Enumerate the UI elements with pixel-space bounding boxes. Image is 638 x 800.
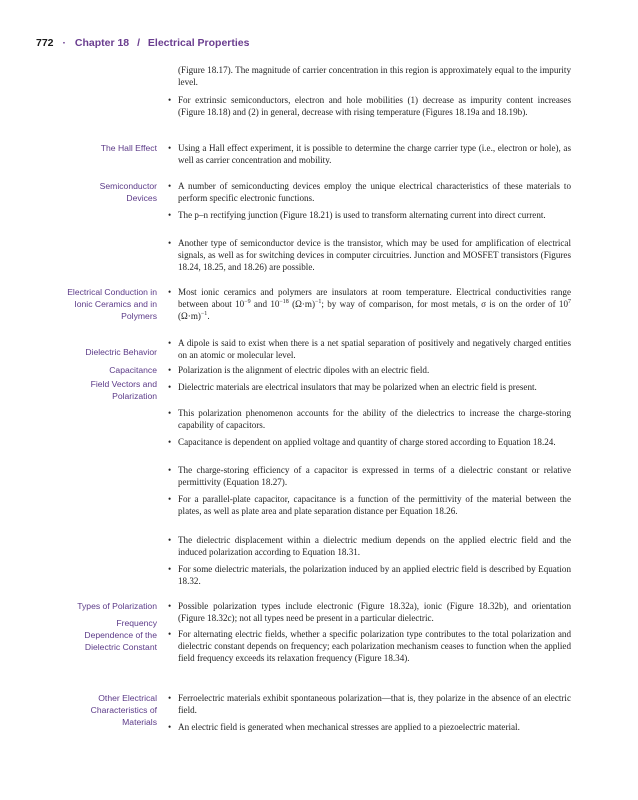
bullet: • <box>168 722 172 732</box>
margin-heading-other-characteristics: Other Electrical Characteristics of Materials <box>90 693 157 728</box>
chapter-title: Electrical Properties <box>147 37 250 49</box>
body-paragraph: Using a Hall effect experiment, it is possible to determine the charge carrier type (i.e., electron or hole), as well as carrier concentration and mobility. <box>178 143 571 166</box>
bullet: • <box>168 95 172 105</box>
bullet: • <box>168 494 172 504</box>
chapter-label: Chapter 18 <box>74 37 130 49</box>
bullet: • <box>168 143 172 153</box>
body-paragraph: A dipole is said to exist when there is a net spatial separation of positively and negatively charged entities on an atomic or molecular level. <box>178 338 571 361</box>
bullet: • <box>168 693 172 703</box>
margin-heading-field-vectors: Field Vectors and Polarization <box>90 379 157 402</box>
bullet: • <box>168 365 172 375</box>
margin-heading-capacitance: Capacitance <box>109 365 157 375</box>
header-dot: · <box>62 37 66 49</box>
bullet: • <box>168 535 172 545</box>
body-paragraph-conductivity: Most ionic ceramics and polymers are insulators at room temperature. Electrical conductivities range between about $10^{-9}$ and $10^{-18}$ $(\Omega\cdot m)^{-1}$; by way of comparison, for most metals, σ is on the order of $10^7$ $(\Omega\cdot m)^{-1}$. <box>178 287 571 322</box>
bullet: • <box>168 601 172 611</box>
body-paragraph: The charge-storing efficiency of a capacitor is expressed in terms of a dielectric constant or relative permittivity (Equation 18.27). <box>178 465 571 488</box>
body-paragraph: Ferroelectric materials exhibit spontaneous polarization—that is, they polarize in the absence of an electric field. <box>178 693 571 716</box>
bullet: • <box>168 181 172 191</box>
margin-heading-dielectric-behavior: Dielectric Behavior <box>85 347 157 357</box>
bullet: • <box>168 210 172 220</box>
running-header <box>36 37 249 49</box>
bullet: • <box>168 287 172 297</box>
body-paragraph: Capacitance is dependent on applied voltage and quantity of charge stored according to Equation 18.24. <box>178 437 556 447</box>
body-paragraph: For alternating electric fields, whether a specific polarization type contributes to the total polarization and dielectric constant depends on frequency; each polarization mechanism ceases to function when the applied field frequency exceeds its relaxation frequency (Figure 18.34). <box>178 629 571 664</box>
bullet: • <box>168 338 172 348</box>
body-paragraph: The dielectric displacement within a dielectric medium depends on the applied electric field and the induced polarization according to Equation 18.31. <box>178 535 571 558</box>
bullet: • <box>168 408 172 418</box>
body-paragraph: This polarization phenomenon accounts for the ability of the dielectrics to increase the charge-storing capability of capacitors. <box>178 408 571 431</box>
bullet: • <box>168 437 172 447</box>
body-paragraph: A number of semiconducting devices employ the unique electrical characteristics of these materials to perform specific electronic functions. <box>178 181 571 204</box>
bullet: • <box>168 629 172 639</box>
body-paragraph: Dielectric materials are electrical insulators that may be polarized when an electric field is present. <box>178 382 537 392</box>
body-paragraph: Possible polarization types include electronic (Figure 18.32a), ionic (Figure 18.32b), and orientation (Figure 18.32c); not all types need be present in a particular dielectric. <box>178 601 571 624</box>
margin-heading-frequency-dependence: Frequency Dependence of the Dielectric Constant <box>84 618 157 653</box>
body-paragraph: Another type of semiconductor device is the transistor, which may be used for amplification of electrical signals, as well as for switching devices in computer circuitries. Junction and MOSFET transistors (Figures 18.24, 18.25, and 18.26) are possible. <box>178 238 571 273</box>
body-paragraph: For a parallel-plate capacitor, capacitance is a function of the permittivity of the material between the plates, as well as plate area and plate separation distance per Equation 18.26. <box>178 494 571 517</box>
body-paragraph: For extrinsic semiconductors, electron and hole mobilities (1) decrease as impurity content increases (Figure 18.18) and (2) in general, decrease with rising temperature (Figures 18.19a and 18.19b). <box>178 95 571 118</box>
margin-heading-types-polarization: Types of Polarization <box>77 601 157 611</box>
body-paragraph: The p–n rectifying junction (Figure 18.21) is used to transform alternating current into direct current. <box>178 210 546 220</box>
header-divider: / <box>137 37 140 49</box>
margin-heading-ionic-conduction: Electrical Conduction in Ionic Ceramics and in Polymers <box>67 287 157 322</box>
bullet: • <box>168 564 172 574</box>
body-paragraph: (Figure 18.17). The magnitude of carrier concentration in this region is approximately equal to the impurity level. <box>178 65 571 88</box>
body-paragraph: For some dielectric materials, the polarization induced by an applied electric field is described by Equation 18.32. <box>178 564 571 587</box>
bullet: • <box>168 465 172 475</box>
bullet: • <box>168 382 172 392</box>
body-paragraph: An electric field is generated when mechanical stresses are applied to a piezoelectric material. <box>178 722 520 732</box>
page-number: 772 <box>36 37 54 49</box>
body-paragraph: Polarization is the alignment of electric dipoles with an electric field. <box>178 365 430 375</box>
bullet: • <box>168 238 172 248</box>
margin-heading-hall-effect: The Hall Effect <box>100 143 157 153</box>
margin-heading-semiconductor-devices: Semiconductor Devices <box>99 181 157 204</box>
